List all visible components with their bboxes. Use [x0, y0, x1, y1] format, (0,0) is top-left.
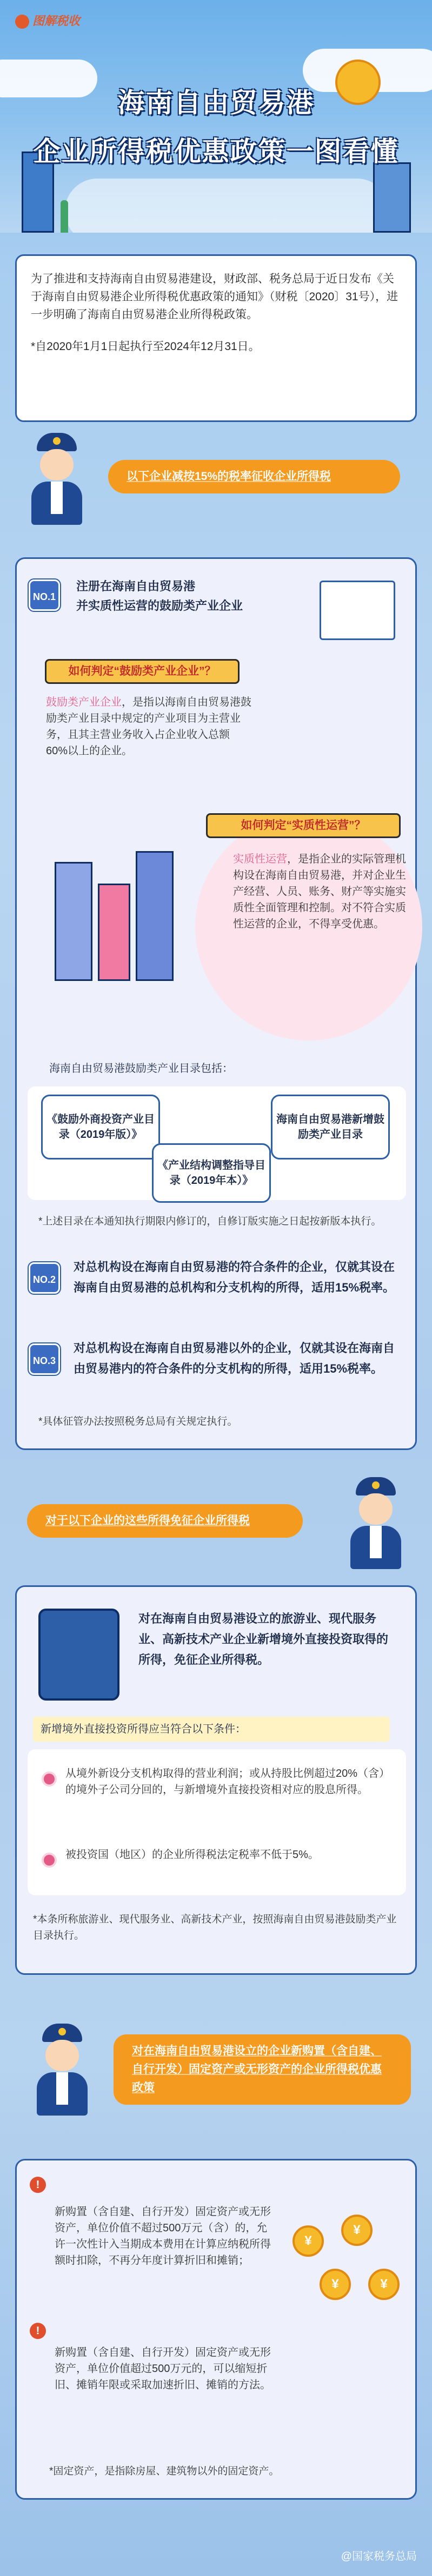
catalog-item: 海南自由贸易港新增鼓励类产业目录: [271, 1095, 390, 1159]
footer-source: @国家税务总局: [341, 2551, 417, 2562]
section1-pill: 以下企业减按15%的税率征收企业所得税: [108, 460, 400, 493]
page-title-line2: 企业所得税优惠政策一图看懂: [33, 136, 399, 167]
section2-pill: 对于以下企业的这些所得免征企业所得税: [27, 1504, 303, 1538]
building-illustration: [136, 851, 174, 981]
definition-encouraged-industry: 鼓励类产业企业，是指以海南自由贸易港鼓励类产业目录中规定的产业项目为主营业务，且其主营业务收入占企业收入总额60%以上的企业。: [46, 696, 251, 757]
brand-logo: [15, 12, 80, 29]
no1-heading-line2: 并实质性运营的鼓励类产业企业: [76, 599, 243, 612]
definition-substantive-operation: 实质性运营，是指企业的实际管理机构设在海南自由贸易港，并对企业生产经营、人员、账务、财产等实施实质性全面管理和控制。对不符合实质性运营的企业，不得享受优惠。: [233, 853, 406, 930]
no3-badge: NO.3: [29, 1343, 60, 1375]
catalog-heading: 海南自由贸易港鼓励类产业目录包括：: [49, 1063, 233, 1075]
question-substantive-operation: 如何判定“实质性运营”？: [206, 813, 401, 838]
section1-footnote: *具体征管办法按照税务总局有关规定执行。: [38, 1416, 238, 1427]
intro-note: *自2020年1月1日起执行至2024年12月31日。: [31, 340, 260, 353]
condition-item: 被投资国（地区）的企业所得税法定税率不低于5%。: [65, 1849, 319, 1861]
section2-panel: [15, 1585, 417, 1975]
catalog-item: 《鼓励外商投资产业目录（2019年版）》: [41, 1095, 160, 1159]
page-title-line1: 海南自由贸易港: [117, 88, 315, 118]
building-illustration: [98, 884, 130, 981]
section2-subheading: 新增境外直接投资所得应当符合以下条件：: [33, 1717, 390, 1742]
building-decoration: [373, 162, 411, 233]
catalog-item: 《产业结构调整指导目录（2019年本）》: [152, 1143, 271, 1203]
catalog-note: *上述目录在本通知执行期限内修订的，自修订版实施之日起按新版本执行。: [38, 1216, 382, 1227]
section3-pill: 对在海南自由贸易港设立的企业新购置（含自建、自行开发）固定资产或无形资产的企业所得税优惠政策: [114, 2034, 411, 2105]
coin-icon: ¥: [341, 2215, 373, 2246]
no2-text: 对总机构设在海南自由贸易港的符合条件的企业，仅就其设在海南自由贸易港的总机构和分支机构的所得，适用15%税率。: [74, 1260, 395, 1294]
cloud-decoration: [65, 179, 389, 233]
no1-badge: NO.1: [29, 579, 60, 611]
header-banner: [0, 0, 432, 233]
question-encouraged-industry: 如何判定“鼓励类产业企业”？: [45, 659, 240, 684]
chart-illustration: [320, 581, 395, 640]
coin-icon: ¥: [368, 2269, 400, 2300]
asset-item: 新购置（含自建、自行开发）固定资产或无形资产，单位价值超过500万元的，可以缩短折旧、摊销年限或采取加速折旧、摊销的方法。: [55, 2347, 271, 2391]
tax-officer-avatar: [32, 2024, 92, 2116]
asset-item: 新购置（含自建、自行开发）固定资产或无形资产，单位价值不超过500万元（含）的，允许一次性计入当期成本费用在计算应纳税所得额时扣除，不再分年度计算折旧和摊销；: [55, 2206, 271, 2267]
section2-note: *本条所称旅游业、现代服务业、高新技术产业，按照海南自由贸易港鼓励类产业目录执行。: [33, 1914, 397, 1941]
phone-illustration: [38, 1609, 119, 1701]
alert-icon: !: [30, 2323, 46, 2339]
section2-main-text: 对在海南自由贸易港设立的旅游业、现代服务业、高新技术产业企业新增境外直接投资取得的所得，免征企业所得税。: [138, 1612, 389, 1666]
coin-icon: ¥: [293, 2225, 324, 2257]
brand-logo-text: 图解税收: [32, 14, 81, 28]
tax-officer-avatar: [346, 1477, 406, 1569]
bullet-icon: [44, 1774, 55, 1784]
alert-icon: !: [30, 2177, 46, 2193]
intro-card: [15, 254, 417, 422]
brand-logo-icon: [15, 15, 29, 29]
section1-panel: [15, 557, 417, 1450]
intro-paragraph: 为了推进和支持海南自由贸易港建设，财政部、税务总局于近日发布《关于海南自由贸易港企业所得税优惠政策的通知》（财税〔2020〕31号），进一步明确了海南自由贸易港企业所得税政策。: [31, 273, 398, 321]
no3-text: 对总机构设在海南自由贸易港以外的企业，仅就其设在海南自由贸易港内的符合条件的分支机构的所得，适用15%税率。: [74, 1341, 395, 1375]
coin-icon: ¥: [320, 2269, 351, 2300]
no2-badge: NO.2: [29, 1262, 60, 1294]
section3-panel: [15, 2159, 417, 2500]
tax-officer-avatar: [27, 433, 87, 525]
condition-item: 从境外新设分支机构取得的营业利润；或从持股比例超过20%（含）的境外子公司分回的，与新增境外直接投资相对应的股息所得。: [65, 1768, 385, 1796]
plant-decoration: [61, 200, 68, 233]
bullet-icon: [44, 1855, 55, 1866]
no1-heading-line1: 注册在海南自由贸易港: [76, 579, 196, 593]
building-illustration: [55, 862, 92, 981]
section3-note: *固定资产，是指除房屋、建筑物以外的固定资产。: [49, 2466, 280, 2477]
